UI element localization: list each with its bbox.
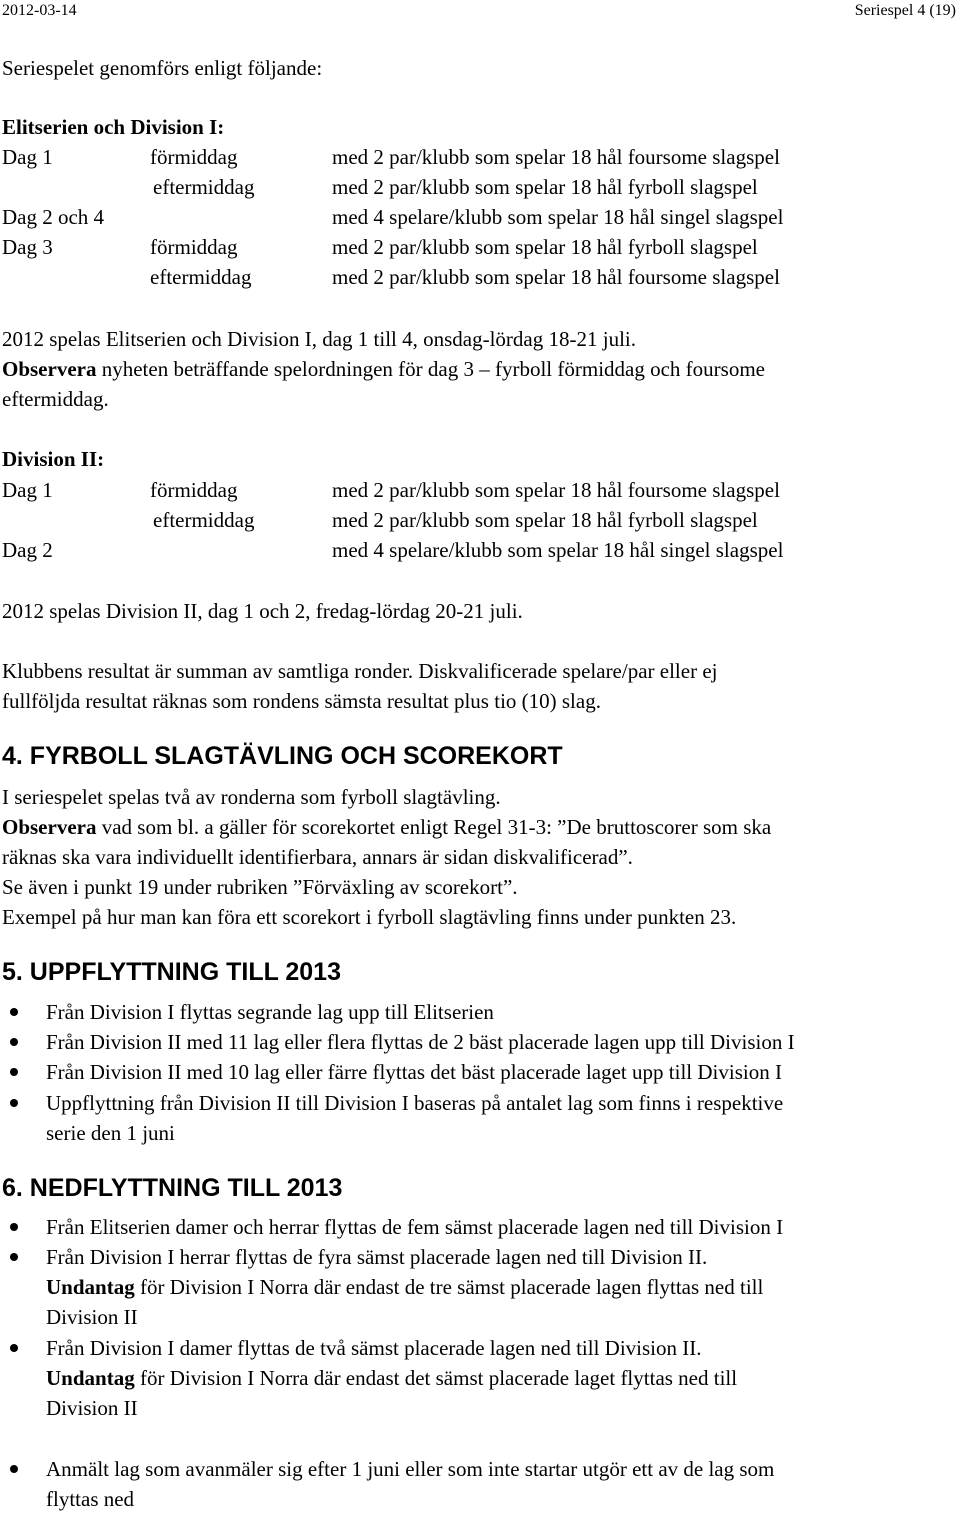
elit-schedule-text: 2012 spelas Elitserien och Division I, dag 1 till 4, onsdag-lördag 18-21 juli.: [2, 327, 636, 351]
exception-text: för Division I Norra där endast det sämst placerade laget flyttas ned till: [134, 1366, 738, 1390]
elit-note: [2, 354, 765, 384]
time-cell: förmiddag: [150, 478, 238, 502]
section-4-line1: I seriespelet spelas två av ronderna som fyrboll slagtävling.: [2, 785, 501, 809]
list-item-text: Division II: [46, 1396, 138, 1420]
section-4-line2: [2, 812, 771, 842]
section-4-title: 4. FYRBOLL SLAGTÄVLING OCH SCOREKORT: [2, 742, 563, 770]
bullet-icon: [10, 1099, 18, 1107]
intro-text: Seriespelet genomförs enligt följande:: [2, 56, 323, 80]
desc-cell: med 2 par/klubb som spelar 18 hål fyrboll slagspel: [332, 235, 758, 259]
header-page-number: Seriespel 4 (19): [854, 2, 956, 19]
elit-note-continued: eftermiddag.: [2, 387, 109, 411]
list-item-text: Uppflyttning från Division II till Division I baseras på antalet lag som finns i respektive: [46, 1091, 784, 1115]
day-cell: Dag 1: [2, 478, 53, 502]
bullet-icon: [10, 1038, 18, 1046]
section-6-title: 6. NEDFLYTTNING TILL 2013: [2, 1174, 343, 1202]
desc-cell: med 2 par/klubb som spelar 18 hål foursome slagspel: [332, 145, 780, 169]
note-text: vad som bl. a gäller för scorekortet enligt Regel 31-3: ”De bruttoscorer som ska: [96, 815, 772, 839]
section-4-line3: räknas ska vara individuellt identifierbara, annars är sidan diskvalificerad”.: [2, 845, 633, 869]
note-text: nyheten beträffande spelordningen för dag 3 – fyrboll förmiddag och foursome: [96, 357, 765, 381]
time-cell: förmiddag: [150, 235, 238, 259]
day-cell: Dag 3: [2, 235, 53, 259]
list-item-text: flyttas ned: [46, 1487, 135, 1511]
time-cell: eftermiddag: [150, 265, 252, 289]
list-item-text: Från Division I flyttas segrande lag upp till Elitserien: [46, 1000, 494, 1024]
list-item-text: Från Elitserien damer och herrar flyttas de fem sämst placerade lagen ned till Division I: [46, 1215, 784, 1239]
note-emphasis: Observera: [2, 357, 97, 381]
list-item-text: Från Division I damer flyttas de två sämst placerade lagen ned till Division II.: [46, 1336, 702, 1360]
desc-cell: med 2 par/klubb som spelar 18 hål foursome slagspel: [332, 478, 780, 502]
section-5-title: 5. UPPFLYTTNING TILL 2013: [2, 958, 341, 986]
exception-label: Undantag: [46, 1275, 135, 1299]
time-cell: eftermiddag: [153, 508, 255, 532]
bullet-icon: [10, 1253, 18, 1261]
list-item-text: Från Division I herrar flyttas de fyra sämst placerade lagen ned till Division II.: [46, 1245, 708, 1269]
section-4-line4: Se även i punkt 19 under rubriken ”Förväxling av scorekort”.: [2, 875, 518, 899]
result-text-line1: Klubbens resultat är summan av samtliga ronder. Diskvalificerade spelare/par eller ej: [2, 659, 718, 683]
exception-text: för Division I Norra där endast de tre sämst placerade lagen flyttas ned till: [134, 1275, 764, 1299]
day-cell: Dag 2 och 4: [2, 205, 105, 229]
list-item-text: Anmält lag som avanmäler sig efter 1 juni eller som inte startar utgör ett av de lag som: [46, 1457, 775, 1481]
elit-heading: Elitserien och Division I:: [2, 115, 225, 139]
div2-heading: Division II:: [2, 447, 105, 471]
bullet-icon: [10, 1068, 18, 1076]
desc-cell: med 2 par/klubb som spelar 18 hål fyrboll slagspel: [332, 175, 758, 199]
note-emphasis: Observera: [2, 815, 97, 839]
bullet-icon: [10, 1223, 18, 1231]
desc-cell: med 4 spelare/klubb som spelar 18 hål singel slagspel: [332, 205, 784, 229]
list-item-text: [46, 1363, 940, 1393]
desc-cell: med 4 spelare/klubb som spelar 18 hål singel slagspel: [332, 538, 784, 562]
list-item-text: Från Division II med 11 lag eller flera flyttas de 2 bäst placerade lagen upp till Division I: [46, 1030, 795, 1054]
bullet-icon: [10, 1465, 18, 1473]
day-cell: Dag 2: [2, 538, 53, 562]
time-cell: eftermiddag: [153, 175, 255, 199]
list-item-text: serie den 1 juni: [46, 1121, 175, 1145]
section-4-line5: Exempel på hur man kan föra ett scorekort i fyrboll slagtävling finns under punkten 23.: [2, 905, 737, 929]
result-text-line2: fullföljda resultat räknas som rondens sämsta resultat plus tio (10) slag.: [2, 689, 601, 713]
list-item-text: [46, 1272, 940, 1302]
desc-cell: med 2 par/klubb som spelar 18 hål foursome slagspel: [332, 265, 780, 289]
bullet-icon: [10, 1008, 18, 1016]
list-item-text: Division II: [46, 1305, 138, 1329]
bullet-icon: [10, 1344, 18, 1352]
div2-schedule-text: 2012 spelas Division II, dag 1 och 2, fredag-lördag 20-21 juli.: [2, 599, 523, 623]
exception-label: Undantag: [46, 1366, 135, 1390]
time-cell: förmiddag: [150, 145, 238, 169]
desc-cell: med 2 par/klubb som spelar 18 hål fyrboll slagspel: [332, 508, 758, 532]
day-cell: Dag 1: [2, 145, 53, 169]
header-date: 2012-03-14: [2, 2, 77, 19]
list-item-text: Från Division II med 10 lag eller färre flyttas det bäst placerade laget upp till Division I: [46, 1060, 782, 1084]
